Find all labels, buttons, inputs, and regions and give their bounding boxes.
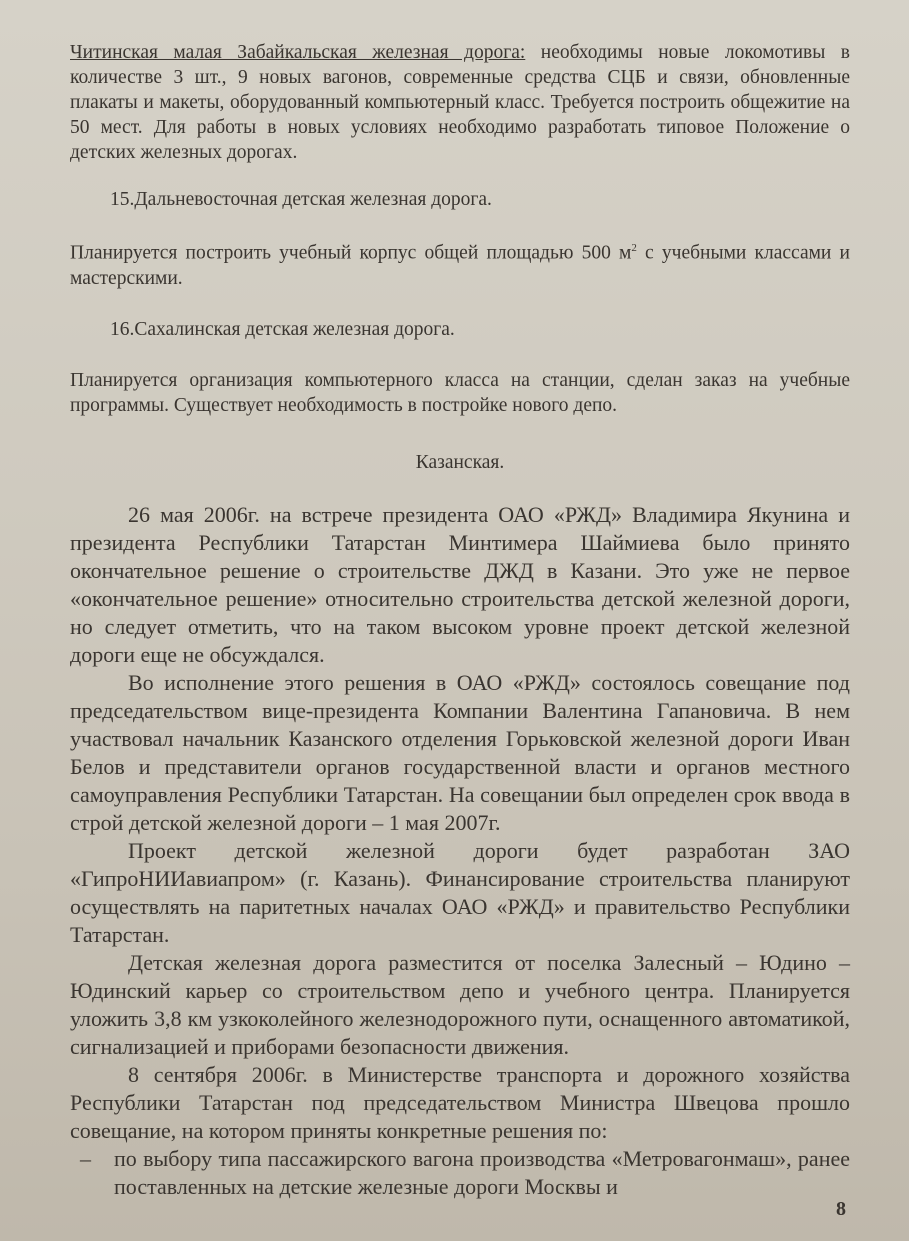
far-east-paragraph: [70, 236, 850, 291]
kazan-paragraph-2: Во исполнение этого решения в ОАО «РЖД» состоялось совещание под председательством вице-президента Компании Валентина Гапановича. В нем участвовал начальник Казанского отделения Горьковской железной дороги Иван Белов и представители органов государственной власти и органов местного самоуправления Республики Татарстан. На совещании был определен срок ввода в строй детской железной дороги – 1 мая 2007г.: [70, 669, 850, 835]
sakhalin-paragraph: Планируется организация компьютерного класса на станции, сделан заказ на учебные программы. Существует необходимость в постройке нового депо.: [70, 369, 850, 416]
list-item-text: по выбору типа пассажирского вагона производства «Метровагонмаш», ранее поставленных на детские железные дороги Москвы и: [114, 1145, 850, 1199]
page-number: 8: [836, 1198, 846, 1220]
kazan-paragraph-1: 26 мая 2006г. на встрече президента ОАО «РЖД» Владимира Якунина и президента Республики Татарстан Минтимера Шаймиева было принято окончательное решение о строительстве ДЖД в Казани. Это уже не первое «окончательное решение» относительно строительства детской железной дороги, но следует отметить, что на таком высоком уровне проект детской железной дороги еще не обсуждался.: [70, 501, 850, 667]
kazan-paragraph-5: 8 сентября 2006г. в Министерстве транспорта и дорожного хозяйства Республики Татарстан под председательством Министра Швецова прошло совещание, на котором приняты конкретные решения по:: [70, 1061, 850, 1143]
far-east-text-after: с учебными классами и мастерскими.: [70, 242, 850, 289]
list-item: [70, 1145, 850, 1201]
kazan-paragraph-4: Детская железная дорога разместится от поселка Залесный – Юдино – Юдинский карьер со строительством депо и учебного центра. Планируется уложить 3,8 км узкоколейного железнодорожного пути, оснащенного автоматикой, сигнализацией и приборами безопасности движения.: [70, 949, 850, 1059]
far-east-heading: 15.Дальневосточная детская железная дорога.: [110, 189, 492, 210]
kazan-heading: Казанская.: [415, 451, 505, 473]
chita-paragraph: [70, 40, 850, 165]
far-east-text-before: Планируется построить учебный корпус общей площадью 500 м: [70, 242, 632, 264]
far-east-sup: 2: [631, 242, 637, 254]
sakhalin-heading: 16.Сахалинская детская железная дорога.: [110, 318, 455, 340]
chita-text: необходимы новые локомотивы в количестве 3 шт., 9 новых вагонов, современные средства СЦБ и связи, обновленные плакаты и макеты, оборудованный компьютерный класс. Требуется построить общежитие на 50 мест. Для работы в новых условиях необходимо разработать типовое Положение о детских железных дорогах.: [70, 42, 850, 163]
chita-title: Читинская малая Забайкальская железная дорога:: [70, 42, 526, 63]
page-body: [70, 30, 850, 1201]
kazan-paragraph-3: Проект детской железной дороги будет разработан ЗАО «ГипроНИИавиапром» (г. Казань). Финансирование строительства планируют осуществлять на паритетных началах ОАО «РЖД» и правительство Республики Татарстан.: [70, 837, 850, 947]
list-item-dash: –: [80, 1145, 91, 1171]
